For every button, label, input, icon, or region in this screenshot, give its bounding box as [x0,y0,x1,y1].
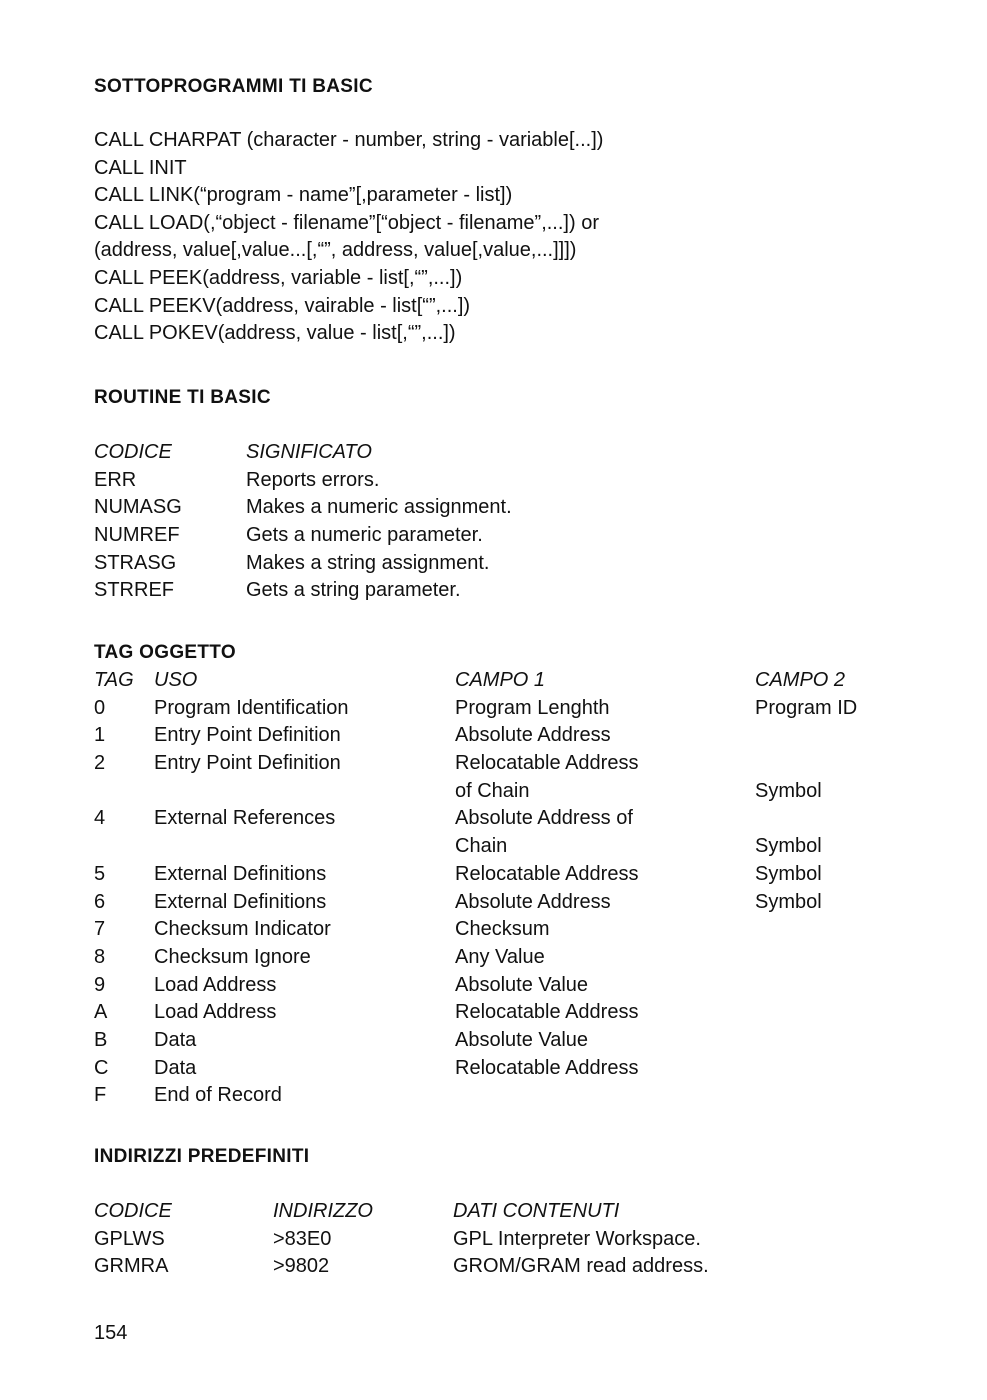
table-cell: GROM/GRAM read address. [453,1255,709,1278]
table-cell: Checksum Ignore [154,945,311,968]
section-tag-oggetto [94,640,954,1110]
table-cell: 0 [94,696,106,719]
table-cell: 5 [94,862,106,885]
table-cell [755,1027,954,1055]
table-row [94,550,954,578]
call-line: CALL POKEV(address, value - list[,“”,...]) [94,322,456,345]
table-cell: STRASG [94,551,177,574]
table-cell: 4 [94,807,106,830]
table-cell: NUMASG [94,496,182,519]
table-cell [755,805,954,833]
section-sottoprogrammi [94,74,954,348]
table-cell: Reports errors. [246,468,380,491]
table-cell [755,722,954,750]
table-cell: Entry Point Definition [154,752,341,775]
table-row [94,722,954,750]
table-cell: Data [154,1056,197,1079]
table-cell [94,833,154,861]
table-row [94,916,954,944]
table-cell: 6 [94,890,106,913]
table-cell: External Definitions [154,862,327,885]
table-cell: GPL Interpreter Workspace. [453,1227,701,1250]
table-row [94,1055,954,1083]
table-cell: Data [154,1028,197,1051]
table-cell: GRMRA [94,1255,169,1278]
table-cell [755,916,954,944]
section-heading: ROUTINE TI BASIC [94,387,271,408]
address-table [94,1198,954,1281]
table-cell: Absolute Value [455,973,589,996]
table-cell: >9802 [273,1255,330,1278]
table-cell [154,778,455,806]
call-list [94,127,954,348]
table-cell: 8 [94,945,106,968]
table-row [94,778,954,806]
table-cell: External Definitions [154,890,327,913]
call-line: CALL PEEKV(address, vairable - list[“”,...]) [94,294,471,317]
table-cell: A [94,1001,108,1024]
call-line: CALL PEEK(address, variable - list[,“”,...]) [94,266,463,289]
call-line: CALL LOAD(,“object - filename”[“object - filename”,...]) or [94,211,599,234]
table-cell [755,999,954,1027]
table-row [94,750,954,778]
table-cell: F [94,1084,107,1107]
table-cell: ERR [94,468,137,491]
call-line: (address, value[,value...[,“”, address, value[,value,...]]]) [94,239,577,262]
table-cell: Absolute Value [455,1028,589,1051]
table-cell: Symbol [755,862,822,885]
table-cell: 9 [94,973,106,996]
section-heading: SOTTOPROGRAMMI TI BASIC [94,76,373,97]
section-indirizzi [94,1144,954,1281]
table-cell: Relocatable Address [455,752,639,775]
table-cell [755,944,954,972]
table-row [94,1082,954,1110]
table-cell: B [94,1028,108,1051]
table-cell: Relocatable Address [455,862,639,885]
table-cell: Relocatable Address [455,1001,639,1024]
table-cell: External References [154,807,336,830]
call-line: CALL LINK(“program - name”[,parameter - list]) [94,184,513,207]
table-cell: NUMREF [94,524,180,547]
page-number: 154 [94,1322,128,1344]
table-cell: Symbol [755,890,822,913]
table-cell: Any Value [455,945,545,968]
table-cell: Program Lenghth [455,696,610,719]
table-cell: Absolute Address of [455,807,633,830]
section-routine [94,385,954,605]
column-header: CAMPO 2 [755,669,846,691]
table-cell: Entry Point Definition [154,724,341,747]
table-row [94,1253,954,1281]
table-row [94,999,954,1027]
table-row [94,805,954,833]
routine-table [94,439,954,605]
tag-table [94,667,954,1110]
section-heading: INDIRIZZI PREDEFINITI [94,1146,310,1167]
table-cell [755,972,954,1000]
table-cell: End of Record [154,1084,282,1107]
table-row [94,1226,954,1254]
table-cell: STRREF [94,579,174,602]
column-header: TAG [94,669,134,691]
table-cell: Chain [455,835,508,858]
table-row [94,861,954,889]
table-header-row [94,439,954,467]
table-cell: 1 [94,724,106,747]
table-cell: Program ID [755,696,858,719]
call-line: CALL CHARPAT (character - number, string - variable[...]) [94,129,604,151]
table-cell: C [94,1056,109,1079]
column-header: CODICE [94,1200,172,1222]
table-cell: of Chain [455,779,530,802]
column-header: DATI CONTENUTI [453,1200,620,1222]
table-row [94,467,954,495]
table-cell [755,750,954,778]
table-cell: Absolute Address [455,890,611,913]
column-header: INDIRIZZO [273,1200,373,1222]
table-header-row [94,1198,954,1226]
table-cell: 2 [94,752,106,775]
table-cell: Symbol [755,779,822,802]
column-header: CODICE [94,441,172,463]
table-row [94,889,954,917]
table-cell: Load Address [154,1001,277,1024]
table-cell: Load Address [154,973,277,996]
table-cell [755,1082,954,1110]
table-cell: Relocatable Address [455,1056,639,1079]
table-cell [755,1055,954,1083]
table-cell: 7 [94,918,106,941]
table-cell: Gets a string parameter. [246,579,461,602]
table-cell: Checksum [455,918,550,941]
table-cell: Makes a string assignment. [246,551,490,574]
table-row [94,1027,954,1055]
section-heading: TAG OGGETTO [94,642,236,663]
table-cell: Symbol [755,835,822,858]
table-row [94,944,954,972]
table-header-row [94,667,954,695]
column-header: CAMPO 1 [455,669,546,691]
table-row [94,695,954,723]
call-line: CALL INIT [94,156,187,179]
table-cell [94,778,154,806]
table-cell: Program Identification [154,696,349,719]
column-header: USO [154,669,198,691]
table-row [94,577,954,605]
table-cell: Checksum Indicator [154,918,331,941]
table-row [94,833,954,861]
table-cell [455,1082,755,1110]
table-cell [154,833,455,861]
table-cell: >83E0 [273,1227,332,1250]
column-header: SIGNIFICATO [246,441,372,463]
table-row [94,494,954,522]
table-cell: Absolute Address [455,724,611,747]
table-row [94,972,954,1000]
table-cell: Makes a numeric assignment. [246,496,512,519]
table-cell: Gets a numeric parameter. [246,524,483,547]
table-cell: GPLWS [94,1227,165,1250]
table-row [94,522,954,550]
